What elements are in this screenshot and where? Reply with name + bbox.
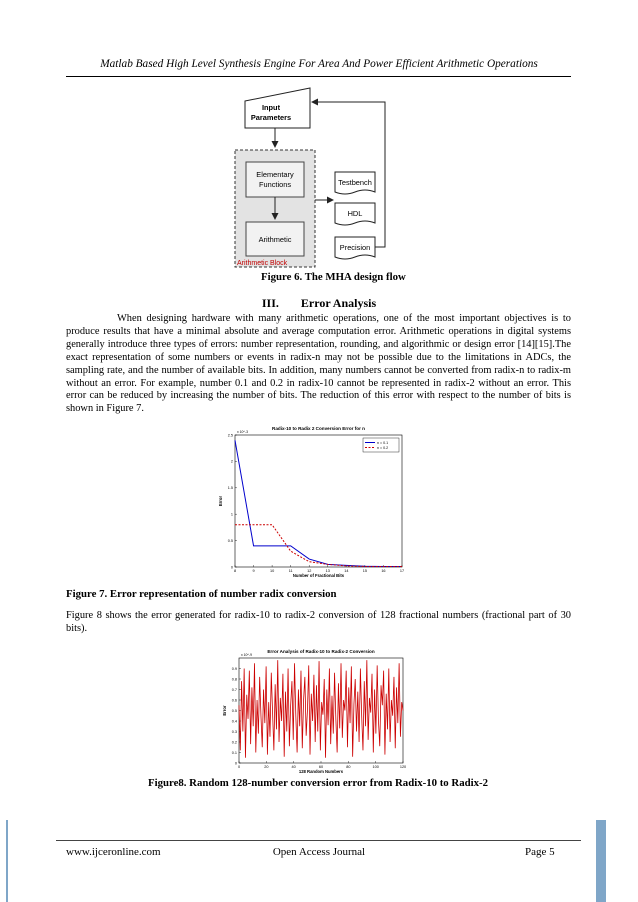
- input-parameters-label: Input: [261, 103, 281, 112]
- y-exponent-label: x 10^-3: [237, 430, 249, 434]
- y-tick-label: 0.8: [231, 677, 237, 682]
- x-tick-label: 120: [399, 765, 407, 769]
- y-tick-label: 0.7: [231, 687, 237, 692]
- page-border-right: [596, 820, 606, 902]
- x-tick-label: 80: [346, 765, 351, 769]
- x-tick-label: 16: [381, 569, 386, 573]
- footer-page-number: Page 5: [525, 846, 555, 858]
- y-exponent-label: x 10^-9: [241, 653, 253, 657]
- section-heading: [0, 296, 638, 311]
- y-tick-label: 0: [230, 565, 233, 570]
- y-tick-label: 0.9: [231, 666, 237, 671]
- header-rule: [66, 76, 571, 77]
- section-number: III.: [261, 296, 279, 310]
- x-tick-label: 9: [252, 569, 255, 573]
- x-tick-label: 0: [237, 765, 241, 769]
- x-axis-label: 128 Random Numbers: [298, 769, 344, 774]
- x-tick-label: 11: [288, 569, 293, 573]
- y-tick-label: 0.5: [227, 538, 233, 543]
- plot-area: [235, 435, 402, 567]
- chart-title: Radix-10 to Radix 2 Conversion Error for n: [272, 426, 365, 431]
- section-title: Error Analysis: [300, 296, 377, 310]
- input-parameters-label-2: Parameters: [250, 113, 292, 122]
- x-tick-label: 12: [307, 569, 312, 573]
- arithmetic-label: Arithmetic: [258, 235, 292, 244]
- hdl-label: HDL: [347, 209, 363, 218]
- elementary-functions-label-2: Functions: [258, 180, 292, 189]
- legend-label-2: n = 0.2: [377, 445, 389, 450]
- y-tick-label: 1: [230, 512, 233, 517]
- x-tick-label: 13: [325, 569, 330, 573]
- y-tick-label: 0.2: [231, 740, 237, 745]
- x-tick-label: 10: [269, 569, 275, 573]
- figure8-chart: [213, 646, 413, 776]
- y-tick-label: 2: [230, 459, 233, 464]
- figure6-caption: Figure 6. The MHA design flow: [261, 271, 406, 283]
- elementary-functions-label: Elementary: [256, 170, 294, 179]
- y-tick-label: 0.6: [231, 698, 237, 703]
- x-tick-label: 100: [372, 765, 379, 769]
- figure8-caption: Figure8. Random 128-number conversion error from Radix-10 to Radix-2: [148, 777, 488, 789]
- y-tick-label: 0.1: [231, 750, 237, 755]
- x-tick-label: 8: [233, 569, 237, 573]
- page-border-left: [6, 820, 8, 902]
- x-tick-label: 40: [291, 765, 296, 769]
- running-header: Matlab Based High Level Synthesis Engine For Area And Power Efficient Arithmetic Operations: [100, 58, 538, 70]
- precision-label: Precision: [339, 243, 371, 252]
- body-paragraph-1: When designing hardware with many arithmetic operations, one of the most important objectives is to produce results that have a minimal absolute and average computation error. Arithmetic operations in digital systems generally introduce three types of errors: number representation, rounding, and algorithmic or design error [14][15].The exact representation of some numbers or events in radix-n may not be possible due to the limitations in ADCs, the sampling rate, and the number of available bits. In addition, many numbers cannot be converted from radix-n to radix-m without an error. For example, number 0.1 and 0.2 in radix-10 cannot be represented in radix-2 without an error. This error can be reduced by increasing the number of bits. The reduction of this error with respect to the number of bits is shown in Figure 7.: [66, 313, 571, 415]
- chart-title: Error Analysis of Radix-10 to Radix-2 Conversion: [267, 649, 375, 654]
- y-tick-label: 0.3: [231, 729, 237, 734]
- legend-label-1: n = 0.1: [377, 440, 389, 445]
- figure7-caption: Figure 7. Error representation of number radix conversion: [66, 588, 337, 600]
- x-tick-label: 15: [362, 569, 368, 573]
- footer-rule: [56, 840, 581, 841]
- x-tick-label: 60: [318, 765, 324, 769]
- y-tick-label: 1.5: [227, 486, 233, 491]
- y-tick-label: 0.5: [231, 708, 237, 713]
- x-tick-label: 14: [344, 569, 349, 573]
- x-tick-label: 17: [399, 569, 405, 573]
- y-axis-label: Error: [222, 705, 227, 716]
- y-tick-label: 0.4: [231, 719, 237, 724]
- testbench-label: Testbench: [338, 178, 372, 187]
- mha-design-flow-diagram: [230, 84, 410, 270]
- x-axis-label: Number of Fractional Bits: [292, 573, 345, 578]
- footer-journal: Open Access Journal: [272, 846, 366, 858]
- body-paragraph-2: Figure 8 shows the error generated for radix-10 to radix-2 conversion of 128 fractional numbers (fractional part of 30 bits).: [66, 610, 571, 634]
- footer-url[interactable]: www.ijceronline.com: [66, 846, 161, 858]
- x-tick-label: 20: [264, 765, 269, 769]
- y-axis-label: Error: [218, 495, 223, 507]
- figure7-chart: [210, 422, 412, 584]
- y-tick-label: 2.5: [227, 433, 233, 438]
- arithmetic-block-label: Arithmetic Block: [237, 260, 288, 267]
- y-tick-label: 0: [234, 761, 237, 766]
